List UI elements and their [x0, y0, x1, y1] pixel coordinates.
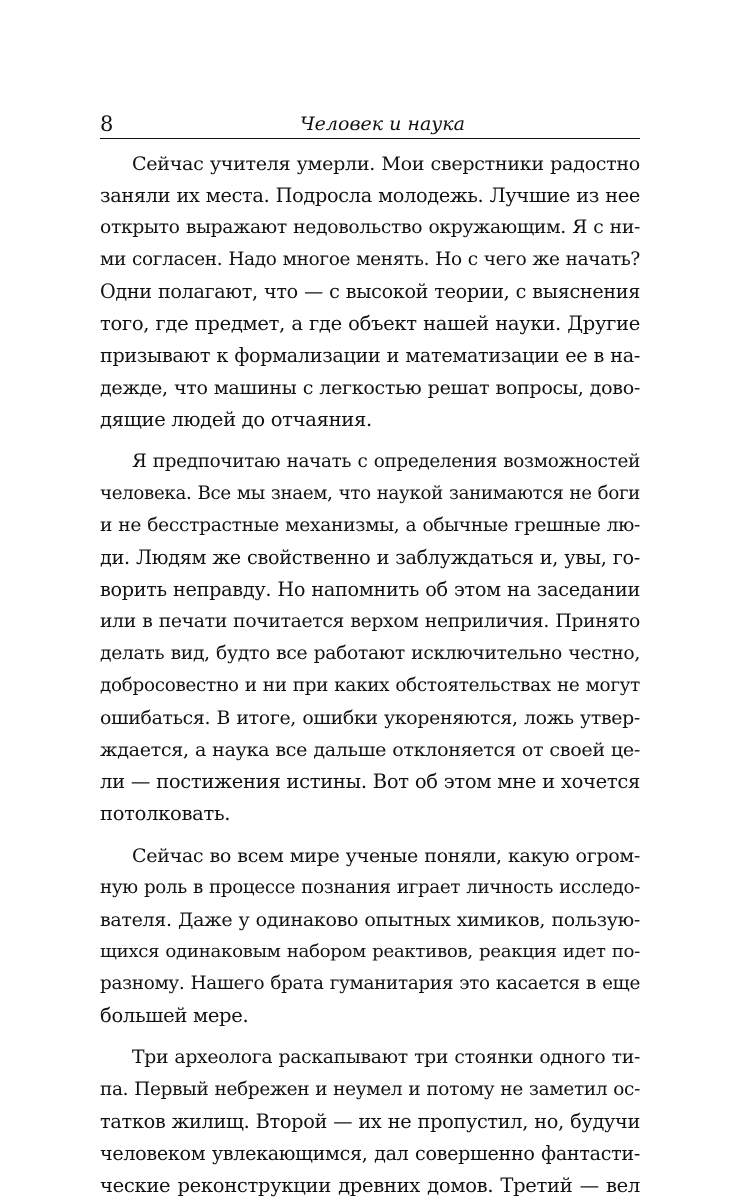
text-line: ждается, а наука все дальше отклоняется от своей це- [100, 739, 640, 761]
text-line: ми согласен. Надо многое менять. Но с чего же начать? [100, 249, 640, 270]
text-line: разному. Нашего брата гуманитария это касается в еще [100, 973, 640, 994]
text-line: делать вид, будто все работают исключительно честно, [100, 643, 640, 664]
text-line: ли — постижения истины. Вот об этом мне и хочется [100, 770, 640, 793]
text-line: Сейчас учителя умерли. Мои сверстники радостно [132, 153, 640, 175]
text-line: или в печати почитается верхом неприличия. Принято [100, 611, 640, 632]
text-line: Одни полагают, что — с высокой теории, с выяснения [100, 280, 640, 303]
text-line: заняли их места. Подросла молодежь. Лучшие из нее [100, 184, 640, 207]
text-line: дежде, что машины с легкостью решат вопросы, дово- [100, 377, 640, 399]
text-line: па. Первый небрежен и неумел и потому не заметил ос- [100, 1079, 640, 1100]
paragraph-1 [100, 148, 640, 436]
text-line: призывают к формализации и математизации ее в на- [100, 344, 640, 367]
text-line: и не бесстрастные механизмы, а обычные грешные лю- [100, 515, 640, 536]
text-line: Сейчас во всем мире ученые поняли, какую огром- [132, 845, 640, 867]
text-line: ную роль в процессе познания играет личность исследо- [100, 877, 640, 898]
body-text [100, 148, 640, 1202]
text-line: ошибаться. В итоге, ошибки укореняются, ложь утвер- [100, 707, 640, 729]
header-rule [100, 138, 640, 139]
text-line: ворить неправду. Но напомнить об этом на заседании [100, 578, 640, 601]
paragraph-gap [100, 1032, 640, 1042]
text-line: потолковать. [100, 802, 231, 825]
text-line: татков жилищ. Второй — их не пропустил, но, будучи [100, 1110, 640, 1133]
paragraph-gap [100, 830, 640, 840]
running-header [100, 108, 640, 136]
text-line: того, где предмет, а где объект нашей науки. Другие [100, 312, 640, 335]
text-line: человеком увлекающимся, дал совершенно фантасти- [100, 1142, 640, 1165]
text-line: ческие реконструкции древних домов. Третий — вел [100, 1174, 640, 1197]
text-line: добросовестно и ни при каких обстоятельствах не могут [100, 675, 640, 696]
text-line: ди. Людям же свойственно и заблуждаться и, увы, го- [100, 546, 640, 569]
running-title: Человек и наука [300, 113, 465, 135]
text-line: человека. Все мы знаем, что наукой занимаются не боги [100, 483, 640, 504]
text-line: Три археолога раскапывают три стоянки одного ти- [132, 1047, 640, 1068]
paragraph-gap [100, 436, 640, 446]
text-line: Я предпочитаю начать с определения возможностей [132, 451, 640, 472]
text-line: дящие людей до отчаяния. [100, 408, 372, 431]
paragraph-4 [100, 1042, 640, 1202]
paragraph-3 [100, 840, 640, 1032]
text-line: вателя. Даже у одинаково опытных химиков, пользую- [100, 909, 640, 931]
text-line: щихся одинаковым набором реактивов, реакция идет по- [100, 941, 640, 962]
paragraph-2 [100, 446, 640, 830]
text-line: открыто выражают недовольство окружающим. Я с ни- [100, 217, 640, 238]
page-number: 8 [100, 112, 114, 136]
text-line: большей мере. [100, 1004, 249, 1027]
